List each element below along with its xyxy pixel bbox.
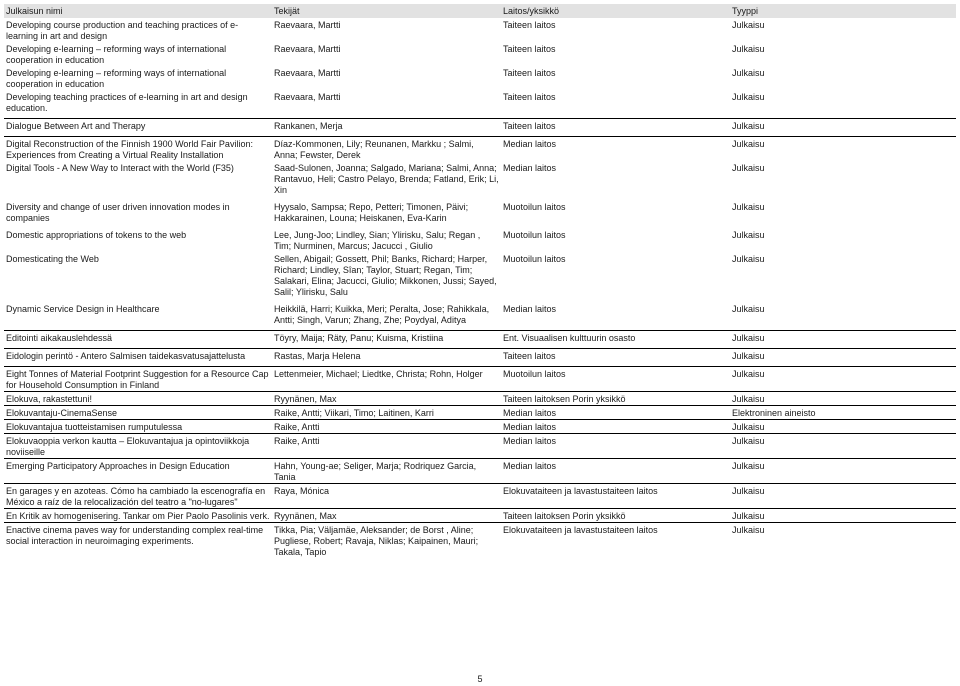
column-header-unit: Laitos/yksikkö [501, 4, 730, 18]
cell-authors: Raya, Mónica [272, 484, 501, 509]
cell-authors: Raevaara, Martti [274, 68, 341, 78]
header-row [4, 4, 956, 18]
cell-authors: Hyysalo, Sampsa; Repo, Petteri; Timonen, Päivi; Hakkarainen, Louna; Heiskanen, Eva-Karin [274, 202, 469, 223]
cell-title: Enactive cinema paves way for understanding complex real-time social interaction in neuroimaging experiments. [4, 523, 272, 559]
cell-authors: Raevaara, Martti [274, 44, 341, 54]
page-number: 5 [477, 674, 483, 684]
cell-title: Emerging Participatory Approaches in Design Education [4, 459, 272, 484]
cell-authors: Rankanen, Merja [272, 119, 501, 137]
publications-table [4, 4, 956, 558]
table-row [4, 302, 956, 331]
cell-type: Julkaisu [730, 137, 956, 162]
cell-type: Julkaisu [730, 119, 956, 137]
cell-unit: Muotoilun laitos [503, 202, 566, 212]
cell-authors: Raike, Antti [272, 420, 501, 434]
cell-title: Developing e-learning – reforming ways of international cooperation in education [6, 68, 227, 89]
cell-unit: Median laitos [501, 137, 730, 162]
cell-type: Julkaisu [732, 68, 765, 78]
cell-authors: Ryynänen, Max [272, 509, 501, 523]
cell-unit: Taiteen laitoksen Porin yksikkö [501, 509, 730, 523]
cell-authors: Raevaara, Martti [274, 20, 341, 30]
table-row [4, 459, 956, 484]
cell-unit: Taiteen laitos [501, 349, 730, 367]
cell-title: Editointi aikakauslehdessä [4, 331, 272, 349]
cell-title: Elokuvantajua tuotteistamisen rumputulessa [4, 420, 272, 434]
cell-unit: Muotoilun laitos [503, 230, 566, 240]
cell-unit: Taiteen laitos [503, 20, 556, 30]
cell-type: Julkaisu [730, 367, 956, 392]
table-row [4, 66, 956, 90]
cell-authors: Saad-Sulonen, Joanna; Salgado, Mariana; Salmi, Anna; Rantavuo, Heli; Castro Pelayo, Brenda; Fatland, Erik; Li, Xin [274, 163, 499, 195]
table-row [4, 331, 956, 349]
table-row [4, 523, 956, 559]
cell-type: Julkaisu [730, 484, 956, 509]
cell-unit: Taiteen laitos [501, 119, 730, 137]
table-row [4, 90, 956, 119]
table-row [4, 349, 956, 367]
cell-type: Julkaisu [730, 509, 956, 523]
cell-authors: Rastas, Marja Helena [272, 349, 501, 367]
cell-title: Eidologin perintö - Antero Salmisen taidekasvatusajattelusta [4, 349, 272, 367]
cell-title: Developing course production and teaching practices of e-learning in art and design [6, 20, 239, 41]
cell-unit: Muotoilun laitos [501, 367, 730, 392]
cell-title: Dialogue Between Art and Therapy [4, 119, 272, 137]
cell-title: Developing e-learning – reforming ways of international cooperation in education [6, 44, 227, 65]
cell-type: Julkaisu [732, 202, 765, 212]
table-row [4, 228, 956, 252]
cell-unit: Median laitos [501, 420, 730, 434]
cell-type: Julkaisu [730, 459, 956, 484]
cell-type: Julkaisu [732, 163, 765, 173]
table-row [4, 420, 956, 434]
table-row [4, 18, 956, 42]
cell-unit: Taiteen laitos [503, 68, 556, 78]
table-row [4, 200, 956, 228]
table-row [4, 119, 956, 137]
cell-authors: Ryynänen, Max [272, 392, 501, 406]
cell-authors: Hahn, Young-ae; Seliger, Marja; Rodriquez Garcia, Tania [272, 459, 501, 484]
cell-type: Julkaisu [732, 20, 765, 30]
cell-authors: Raevaara, Martti [274, 92, 341, 102]
cell-type: Julkaisu [730, 331, 956, 349]
cell-type: Julkaisu [732, 44, 765, 54]
table-row [4, 434, 956, 459]
cell-authors: Raike, Antti; Viikari, Timo; Laitinen, Karri [272, 406, 501, 420]
cell-type: Julkaisu [732, 92, 765, 102]
column-header-authors: Tekijät [272, 4, 501, 18]
table-row [4, 161, 956, 200]
cell-unit: Elokuvataiteen ja lavastustaiteen laitos [501, 484, 730, 509]
cell-title: Developing teaching practices of e-learning in art and design education. [6, 92, 248, 113]
cell-title: En Kritik av homogenisering. Tankar om Pier Paolo Pasolinis verk. [4, 509, 272, 523]
cell-authors: Töyry, Maija; Räty, Panu; Kuisma, Kristiina [272, 331, 501, 349]
cell-authors: Díaz-Kommonen, Lily; Reunanen, Markku ; Salmi, Anna; Fewster, Derek [272, 137, 501, 162]
cell-type: Julkaisu [730, 420, 956, 434]
cell-unit: Median laitos [503, 304, 557, 314]
cell-unit: Ent. Visuaalisen kulttuurin osasto [501, 331, 730, 349]
table-row [4, 137, 956, 162]
cell-unit: Taiteen laitos [503, 44, 556, 54]
cell-type: Julkaisu [732, 254, 765, 264]
cell-authors: Sellen, Abigail; Gossett, Phil; Banks, Richard; Harper, Richard; Lindley, Sîan; Taylor, Stuart; Regan, Tim; Salakari, Elina; Jacucci, Giulio; Mikkonen, Jussi; Sayed, Salil; Ylirisku, Salu [274, 254, 497, 297]
cell-title: Elokuvaoppia verkon kautta – Elokuvantajua ja opintoviikkoja noviiseille [4, 434, 272, 459]
cell-authors: Tikka, Pia; Väljamäe, Aleksander; de Borst , Aline; Pugliese, Robert; Ravaja, Niklas; Kaipainen, Mauri; Takala, Tapio [272, 523, 501, 559]
cell-title: Diversity and change of user driven innovation modes in companies [6, 202, 230, 223]
cell-unit: Median laitos [503, 163, 557, 173]
table-row [4, 406, 956, 420]
cell-type: Julkaisu [730, 349, 956, 367]
cell-unit: Median laitos [501, 459, 730, 484]
cell-title: Elokuvantaju-CinemaSense [4, 406, 272, 420]
column-header-type: Tyyppi [730, 4, 956, 18]
cell-authors: Lee, Jung-Joo; Lindley, Sian; Ylirisku, Salu; Regan , Tim; Nurminen, Marcus; Jacucci , Giulio [274, 230, 481, 251]
table-row [4, 484, 956, 509]
cell-authors: Heikkilä, Harri; Kuikka, Meri; Peralta, Jose; Rahikkala, Antti; Singh, Varun; Zhang, Zhe; Poydyal, Aditya [274, 304, 490, 325]
cell-title: Dynamic Service Design in Healthcare [6, 304, 160, 314]
column-header-title: Julkaisun nimi [4, 4, 272, 18]
cell-title: Domestic appropriations of tokens to the web [6, 230, 187, 240]
cell-title: Digital Reconstruction of the Finnish 1900 World Fair Pavilion: Experiences from Creating a Virtual Reality Installation [4, 137, 272, 162]
cell-type: Julkaisu [730, 434, 956, 459]
cell-title: En garages y en azoteas. Cómo ha cambiado la escenografía en México a raíz de la relocalización del teatro a "no-lugares" [4, 484, 272, 509]
cell-type: Julkaisu [732, 304, 765, 314]
cell-type: Julkaisu [730, 392, 956, 406]
table-row [4, 509, 956, 523]
table-row [4, 42, 956, 66]
cell-unit: Median laitos [501, 406, 730, 420]
cell-authors: Raike, Antti [272, 434, 501, 459]
cell-unit: Taiteen laitoksen Porin yksikkö [501, 392, 730, 406]
cell-type: Julkaisu [732, 230, 765, 240]
cell-title: Digital Tools - A New Way to Interact with the World (F35) [6, 163, 234, 173]
cell-title: Domesticating the Web [6, 254, 99, 264]
cell-unit: Median laitos [501, 434, 730, 459]
cell-title: Elokuva, rakastettuni! [4, 392, 272, 406]
cell-unit: Taiteen laitos [503, 92, 556, 102]
table-row [4, 392, 956, 406]
cell-unit: Muotoilun laitos [503, 254, 566, 264]
cell-authors: Lettenmeier, Michael; Liedtke, Christa; Rohn, Holger [272, 367, 501, 392]
cell-title: Eight Tonnes of Material Footprint Suggestion for a Resource Cap for Household Consumption in Finland [4, 367, 272, 392]
cell-type: Elektroninen aineisto [730, 406, 956, 420]
cell-unit: Elokuvataiteen ja lavastustaiteen laitos [501, 523, 730, 559]
table-row [4, 252, 956, 302]
table-row [4, 367, 956, 392]
cell-type: Julkaisu [730, 523, 956, 559]
